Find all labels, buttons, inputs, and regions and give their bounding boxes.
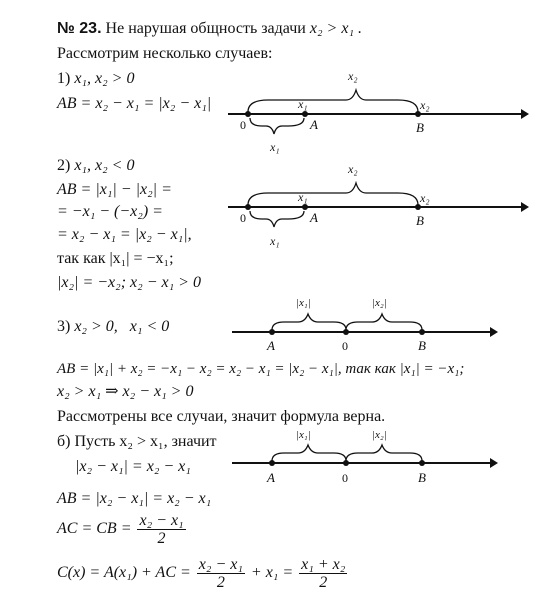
case1-heading bbox=[57, 70, 134, 88]
point-a bbox=[269, 329, 275, 335]
x2-brace bbox=[248, 183, 418, 205]
header-text: Не нарушая общность задачи bbox=[105, 20, 306, 37]
label-a: A bbox=[310, 210, 318, 225]
part-b-label: б) bbox=[57, 433, 71, 450]
label-a: A bbox=[267, 338, 275, 353]
label-b: B bbox=[418, 470, 426, 485]
label-b: B bbox=[416, 213, 424, 228]
fraction-midpoint bbox=[299, 556, 347, 591]
arrow-head bbox=[490, 327, 498, 337]
arrow-head bbox=[521, 202, 529, 212]
fraction-denominator: 2 bbox=[216, 574, 225, 591]
x1-brace bbox=[250, 118, 304, 134]
case3-condition: x₂ > 0, x₁ < 0 bbox=[74, 318, 170, 335]
case2-line-2: = −x₁ − (−x₂) = bbox=[57, 203, 163, 220]
fraction-denominator: 2 bbox=[319, 574, 328, 591]
point-a bbox=[269, 460, 275, 466]
case3-label: 3) bbox=[57, 318, 71, 335]
point-b bbox=[419, 329, 425, 335]
label-x2-right: x₂ bbox=[420, 191, 430, 205]
case2-condition: x₁, x₂ < 0 bbox=[74, 157, 135, 174]
arrow-head bbox=[521, 109, 529, 119]
point-zero bbox=[343, 329, 349, 335]
header-condition: x₂ > x₁ . bbox=[309, 20, 362, 37]
part-b-c-line bbox=[57, 556, 349, 592]
case1-condition: x₁, x₂ > 0 bbox=[74, 70, 135, 87]
part-b-heading bbox=[57, 433, 217, 451]
case1-formula: AB = x₂ − x₁ = |x₂ − x₁| bbox=[57, 95, 212, 112]
arrow-head bbox=[490, 458, 498, 468]
case2-label: 2) bbox=[57, 157, 71, 174]
problem-header bbox=[57, 20, 362, 38]
label-abs-x2: |x₂| bbox=[372, 297, 387, 309]
point-a bbox=[302, 204, 308, 210]
label-a: A bbox=[267, 470, 275, 485]
part-b-line-1: |x₂ − x₁| = x₂ − x₁ bbox=[75, 458, 191, 475]
label-abs-x1: |x₁| bbox=[296, 297, 311, 309]
label-abs-x2: |x₂| bbox=[372, 429, 387, 441]
conclusion-text: Рассмотрены все случаи, значит формула верна. bbox=[57, 408, 386, 425]
point-zero bbox=[245, 204, 251, 210]
case2-heading bbox=[57, 157, 134, 175]
x1-brace bbox=[250, 211, 304, 227]
label-x1-bottom: x₁ bbox=[270, 140, 280, 154]
case2-line-1: AB = |x₁| − |x₂| = bbox=[57, 181, 172, 198]
case2-line-3: = x₂ − x₁ = |x₂ − x₁|, bbox=[57, 226, 192, 243]
fraction-half-diff bbox=[137, 512, 185, 547]
label-x2-right: x₂ bbox=[420, 98, 430, 112]
ac-cb-left: AC = CB = bbox=[57, 520, 132, 538]
plus-x1: + x₁ = bbox=[250, 564, 294, 582]
fraction-numerator: x₁ + x₂ bbox=[301, 556, 346, 573]
fraction-numerator: x₂ − x₁ bbox=[139, 512, 184, 529]
fraction-denominator: 2 bbox=[157, 530, 166, 547]
part-b-line-2: AB = |x₂ − x₁| = x₂ − x₁ bbox=[57, 490, 212, 507]
case3-number-line-figure bbox=[232, 292, 502, 354]
case1-label: 1) bbox=[57, 70, 71, 87]
label-zero: 0 bbox=[342, 471, 348, 485]
intro-text: Рассмотрим несколько случаев: bbox=[57, 45, 273, 62]
abs-x2-brace bbox=[346, 314, 422, 330]
point-zero bbox=[245, 111, 251, 117]
part-b-number-line-figure bbox=[232, 425, 502, 487]
problem-number: № 23. bbox=[57, 20, 102, 37]
label-a: A bbox=[310, 117, 318, 132]
point-b bbox=[419, 460, 425, 466]
case2-line-4: так как |x₁| = −x₁; bbox=[57, 250, 174, 267]
label-x1-top: x₁ bbox=[298, 190, 308, 204]
part-b-intro: Пусть x₂ > x₁, значит bbox=[74, 433, 217, 450]
label-zero: 0 bbox=[240, 118, 246, 132]
label-b: B bbox=[416, 120, 424, 135]
c-left: C(x) = A(x₁) + AC = bbox=[57, 564, 191, 582]
label-zero: 0 bbox=[240, 211, 246, 225]
part-b-ac-line bbox=[57, 512, 188, 548]
label-abs-x1: |x₁| bbox=[296, 429, 311, 441]
point-zero bbox=[343, 460, 349, 466]
x2-brace bbox=[248, 90, 418, 112]
case2-number-line-figure bbox=[228, 155, 528, 250]
fraction-numerator: x₂ − x₁ bbox=[198, 556, 243, 573]
label-x2-top: x₂ bbox=[348, 69, 358, 83]
label-x1-bottom: x₁ bbox=[270, 234, 280, 248]
case1-number-line-figure bbox=[228, 62, 528, 154]
abs-x1-brace bbox=[272, 445, 346, 461]
case2-line-5: |x₂| = −x₂; x₂ − x₁ > 0 bbox=[57, 274, 201, 291]
label-zero: 0 bbox=[342, 339, 348, 353]
point-a bbox=[302, 111, 308, 117]
label-x2-top: x₂ bbox=[348, 162, 358, 176]
label-b: B bbox=[418, 338, 426, 353]
abs-x2-brace bbox=[346, 445, 422, 461]
case3-heading bbox=[57, 318, 169, 336]
abs-x1-brace bbox=[272, 314, 346, 330]
label-x1-top: x₁ bbox=[298, 97, 308, 111]
case3-line-2: x₂ > x₁ ⇒ x₂ − x₁ > 0 bbox=[57, 383, 194, 400]
fraction-half-diff-2 bbox=[197, 556, 245, 591]
case3-line-1: AB = |x₁| + x₂ = −x₁ − x₂ = x₂ − x₁ = |x₂ − x₁|, так как |x₁| = −x₁; bbox=[57, 361, 465, 377]
